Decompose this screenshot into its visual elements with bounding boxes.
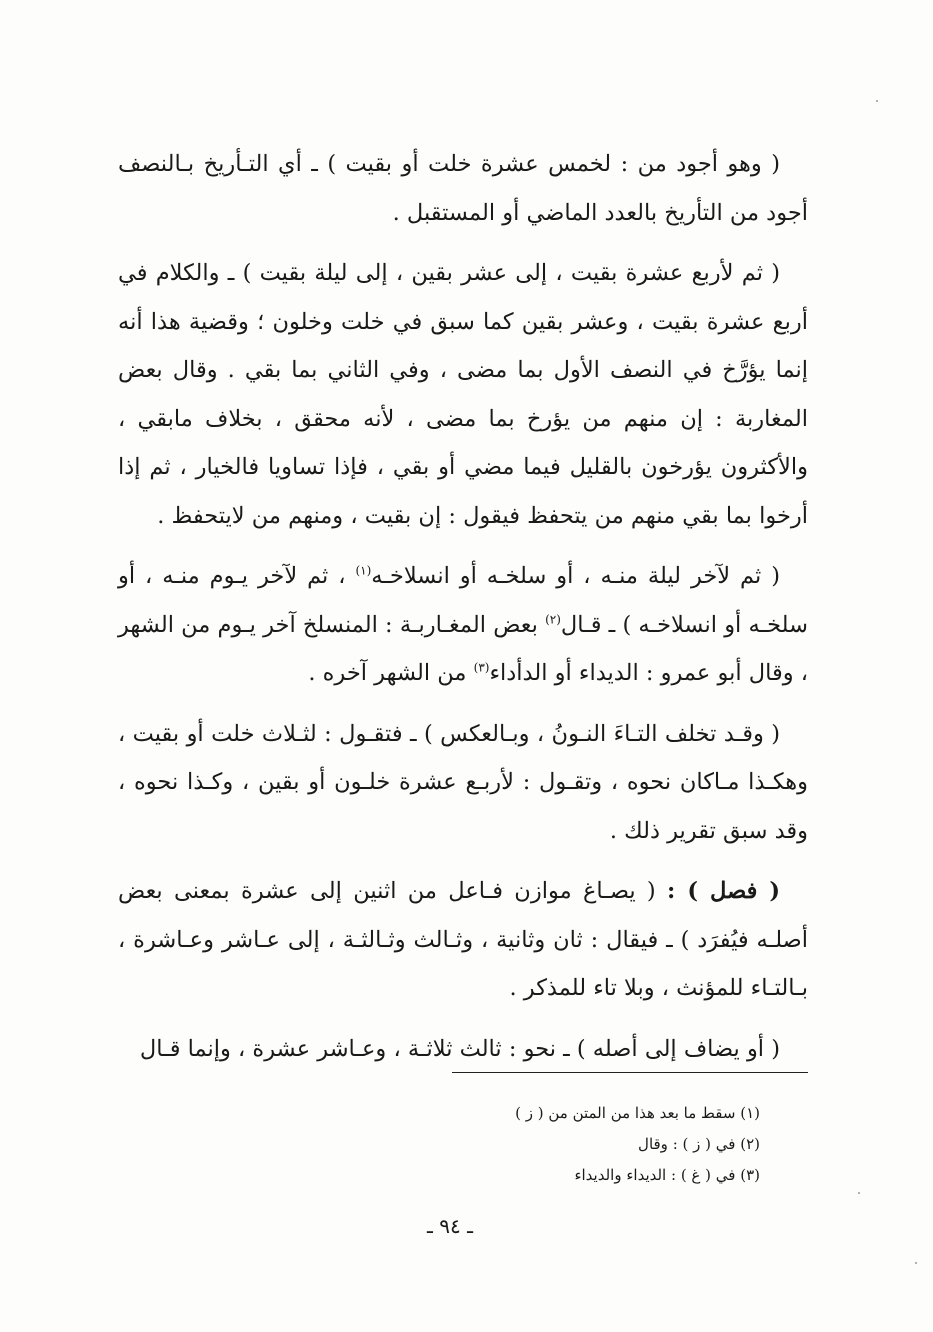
scan-speck	[915, 1262, 917, 1264]
page-number: ـ ٩٤ ـ	[427, 1214, 473, 1238]
paragraph-3-part-4: من الشهر آخره .	[308, 660, 474, 686]
paragraph-1: ( وهو أجود من : لخمس عشرة خلت أو بقيت ) ـ أي التـأريخ بـالنصف أجود من التأريخ بالعدد الماضي أو المستقبل .	[118, 151, 808, 226]
scan-speck	[876, 100, 878, 102]
paragraph-4: ( وقـد تخلف التـاءَ النـونُ ، وبـالعكس ) ـ فتقـول : لثـلاث خلت أو بقيت ، وهكـذا مـاكان نحوه ، وتقـول : لأربـع عشرة خلـون أو بقين ، وكـذا نحوه ، وقد سبق تقرير ذلك .	[118, 720, 808, 844]
paragraph-3-part-3: بعض المغـاربـة : المنسلخ آخر يـوم من الشهر ، وقال أبو عمرو : الديداء أو الدأداء	[118, 611, 808, 686]
paragraph-3	[118, 552, 808, 698]
section-heading: ( فصل ) :	[667, 878, 780, 904]
footnote-3: (٣) في ( غ ) : الديداء والديداء	[574, 1166, 760, 1184]
footnote-ref-2: (٢)	[545, 612, 561, 626]
footnotes	[420, 1098, 760, 1191]
paragraph-6: ( أو يضاف إلى أصله ) ـ نحو : ثالث ثلاثـة ، وعـاشر عشرة ، وإنما قـال	[139, 1035, 780, 1062]
paragraph-2: ( ثم لأربع عشرة بقيت ، إلى عشر بقين ، إلى ليلة بقيت ) ـ والكلام في أربع عشرة بقيت ، وعشر بقين كما سبق في خلت وخلون ؛ وقضية هذا أنه إنما يؤرَّخ في النصف الأول بما مضى ، وفي الثاني بما بقي . وقال بعض المغاربة : إن منهم من يؤرخ بما مضى ، لأنه محقق ، بخلاف مابقي ، والأكثرون يؤرخون بالقليل فيما مضي أو بقي ، فإذا تساويا فالخيار ، ثم إذا أرخوا بما بقي منهم من يتحفظ فيقول : إن بقيت ، ومنهم من لايتحفظ .	[118, 260, 808, 529]
footnote-1: (١) سقط ما بعد هذا من المتن من ( ز )	[515, 1104, 760, 1122]
paragraph-5-text: ( يصـاغ موازن فـاعل من اثنين إلى عشرة بمعنى بعض أصلـه فيُفرَد ) ـ فيقال : ثان وثانية ، وثـالث وثـالثـة ، إلى عـاشر وعـاشرة ، بـالتـاء للمؤنث ، وبلا تاء للمذكر .	[118, 878, 808, 1001]
main-text	[118, 140, 808, 1085]
paragraph-3-part-1: ( ثم لآخر ليلة منـه ، أو سلخـه أو انسلاخـه	[371, 563, 780, 589]
footnote-separator	[452, 1072, 808, 1073]
footnote-ref-3: (٣)	[473, 660, 490, 675]
paragraph-3-part-2: ، ثم لآخر يـوم منـه ، أو سلخـه أو انسلاخـه ) ـ قـال	[118, 563, 808, 638]
footnote-2: (٢) في ( ز ) : وقال	[638, 1135, 760, 1153]
paragraph-5	[118, 867, 808, 1013]
scan-speck	[858, 1192, 860, 1194]
footnote-ref-1: (١)	[355, 563, 372, 578]
